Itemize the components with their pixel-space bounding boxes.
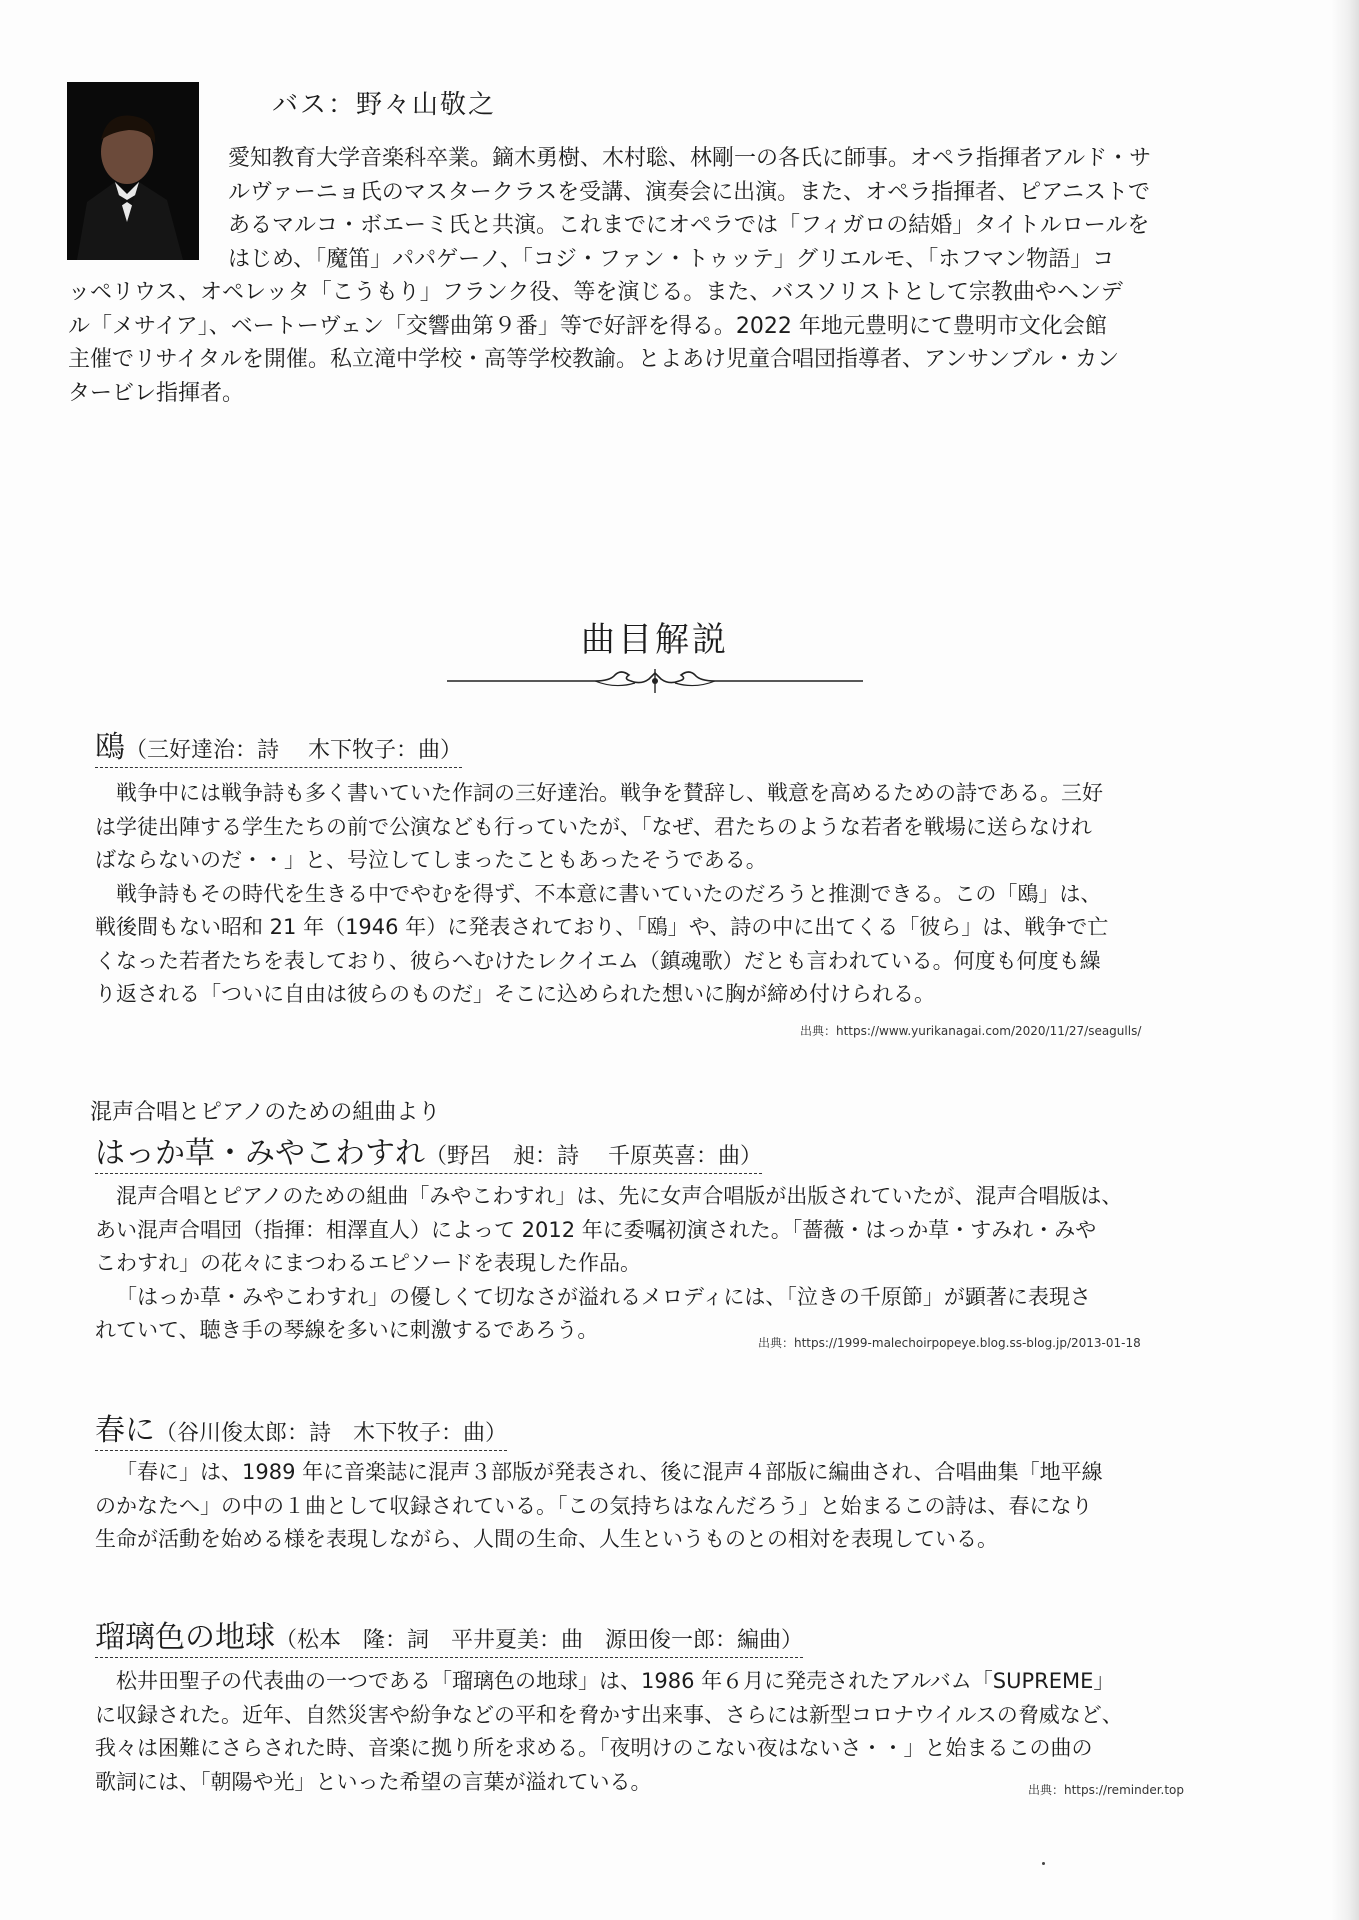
source-citation: 出典：https://www.yurikanagai.com/2020/11/27/seagulls/ bbox=[800, 1024, 1142, 1038]
performer-photo bbox=[67, 82, 199, 260]
song-description bbox=[95, 1180, 1245, 1348]
song-subtitle: 混声合唱とピアノのための組曲より bbox=[90, 1100, 441, 1125]
song-heading bbox=[95, 1612, 803, 1658]
bio-line: ッペリウス、オペレッタ「こうもり」フランク役、等を演じる。また、バスソリストとして宗教曲やヘンデ bbox=[68, 280, 1123, 305]
song-heading bbox=[95, 1405, 507, 1451]
song-description bbox=[95, 1665, 1245, 1799]
bio-line: 主催でリサイタルを開催。私立滝中学校・高等学校教諭。とよあけ児童合唱団指導者、アンサンブル・カン bbox=[68, 347, 1120, 372]
text-line: 生命が活動を始める様を表現しながら、人間の生命、人生というものとの相対を表現している。 bbox=[95, 1527, 998, 1551]
text-line: は学徒出陣する学生たちの前で公演なども行っていたが、「なぜ、君たちのような若者を戦場に送らなけれ bbox=[95, 814, 1092, 839]
bio-line: ルヴァーニョ氏のマスタークラスを受講、演奏会に出演。また、オペラ指揮者、ピアニストで bbox=[228, 179, 1151, 205]
song-credits: （谷川俊太郎：詩 木下牧子：曲） bbox=[155, 1421, 508, 1446]
ornament-divider bbox=[445, 665, 865, 695]
song-credits: （野呂 昶：詩 千原英喜：曲） bbox=[425, 1144, 762, 1169]
source-citation: 出典：https://1999-malechoirpopeye.blog.ss-blog.jp/2013-01-18 bbox=[758, 1336, 1141, 1350]
text-line: 「はっか草・みやこわすれ」の優しくて切なさが溢れるメロディには、「泣きの千原節」が顕著に表現さ bbox=[116, 1284, 1091, 1309]
text-line: 歌詞には、「朝陽や光」といった希望の言葉が溢れている。 bbox=[95, 1769, 652, 1794]
song-credits: （松本 隆：詞 平井夏美：曲 源田俊一郎：編曲） bbox=[275, 1628, 804, 1653]
song-heading bbox=[95, 722, 462, 768]
text-line: くなった若者たちを表しており、彼らへむけたレクイエム（鎮魂歌）だとも言われている。何度も何度も繰 bbox=[95, 948, 1101, 973]
song-description bbox=[95, 777, 1245, 1012]
song-title: 春に bbox=[95, 1413, 155, 1448]
text-line: 松井田聖子の代表曲の一つである「瑠璃色の地球」は、1986 年６月に発売されたアルバム「SUPREME」 bbox=[116, 1669, 1115, 1693]
text-line: こわすれ」の花々にまつわるエピソードを表現した作品。 bbox=[95, 1251, 641, 1275]
text-line: れていて、聴き手の琴線を多いに刺激するであろう。 bbox=[95, 1318, 599, 1342]
song-description bbox=[95, 1456, 1245, 1557]
bio-line: タービレ指揮者。 bbox=[68, 380, 245, 406]
song-credits: （三好達治：詩 木下牧子：曲） bbox=[125, 738, 462, 763]
source-citation: 出典：https://reminder.top bbox=[1028, 1783, 1185, 1797]
text-line: あい混声合唱団（指揮：相澤直人）によって 2012 年に委嘱初演された。「薔薇・はっか草・すみれ・みや bbox=[95, 1217, 1097, 1242]
bio-line: あるマルコ・ボエーミ氏と共演。これまでにオペラでは「フィガロの結婚」タイトルロールを bbox=[228, 213, 1150, 238]
text-line: 戦後間もない昭和 21 年（1946 年）に発表されており、「鴎」や、詩の中に出てくる「彼ら」は、戦争で亡 bbox=[95, 915, 1109, 939]
text-line: 戦争詩もその時代を生きる中でやむを得ず、不本意に書いていたのだろうと推測できる。この「鴎」は、 bbox=[116, 881, 1102, 906]
bio-line: 愛知教育大学音楽科卒業。鏑木勇樹、木村聡、林剛一の各氏に師事。オペラ指揮者アルド・サ bbox=[228, 146, 1152, 171]
text-line: に収録された。近年、自然災害や紛争などの平和を脅かす出来事、さらには新型コロナウイルスの脅威など、 bbox=[95, 1702, 1123, 1727]
section-title: 曲目解説 bbox=[581, 620, 729, 660]
text-line: 「春に」は、1989 年に音楽誌に混声３部版が発表され、後に混声４部版に編曲され、合唱曲集「地平線 bbox=[116, 1460, 1103, 1484]
bio-line: ル「メサイア」、ベートーヴェン「交響曲第９番」等で好評を得る。2022 年地元豊明にて豊明市文化会館 bbox=[68, 313, 1107, 339]
song-heading bbox=[95, 1128, 762, 1174]
song-title: 鴎 bbox=[95, 730, 125, 765]
performer-biography bbox=[68, 142, 1238, 410]
text-line: 混声合唱とピアノのための組曲「みやこわすれ」は、先に女声合唱版が出版されていたが、混声合唱版は、 bbox=[116, 1184, 1123, 1208]
text-line: のかなたへ」の中の１曲として収録されている。「この気持ちはなんだろう」と始まるこの詩は、春になり bbox=[95, 1493, 1093, 1518]
song-title: 瑠璃色の地球 bbox=[95, 1620, 275, 1655]
performer-name: バス：野々山敬之 bbox=[272, 90, 497, 120]
page-edge-shadow bbox=[1331, 0, 1359, 1920]
text-line: り返される「ついに自由は彼らのものだ」そこに込められた想いに胸が締め付けられる。 bbox=[95, 982, 935, 1006]
text-line: ばならないのだ・・」と、号泣してしまったこともあったそうである。 bbox=[95, 848, 767, 872]
speck bbox=[1042, 1862, 1045, 1865]
text-line: 戦争中には戦争詩も多く書いていた作詞の三好達治。戦争を賛辞し、戦意を高めるための詩である。三好 bbox=[116, 781, 1103, 805]
text-line: 我々は困難にさらされた時、音楽に拠り所を求める。「夜明けのこない夜はないさ・・」と始まるこの曲の bbox=[95, 1736, 1093, 1760]
song-title: はっか草・みやこわすれ bbox=[95, 1136, 425, 1171]
bio-line: はじめ、「魔笛」パパゲーノ、「コジ・ファン・トゥッテ」グリエルモ、「ホフマン物語」コ bbox=[228, 246, 1115, 272]
